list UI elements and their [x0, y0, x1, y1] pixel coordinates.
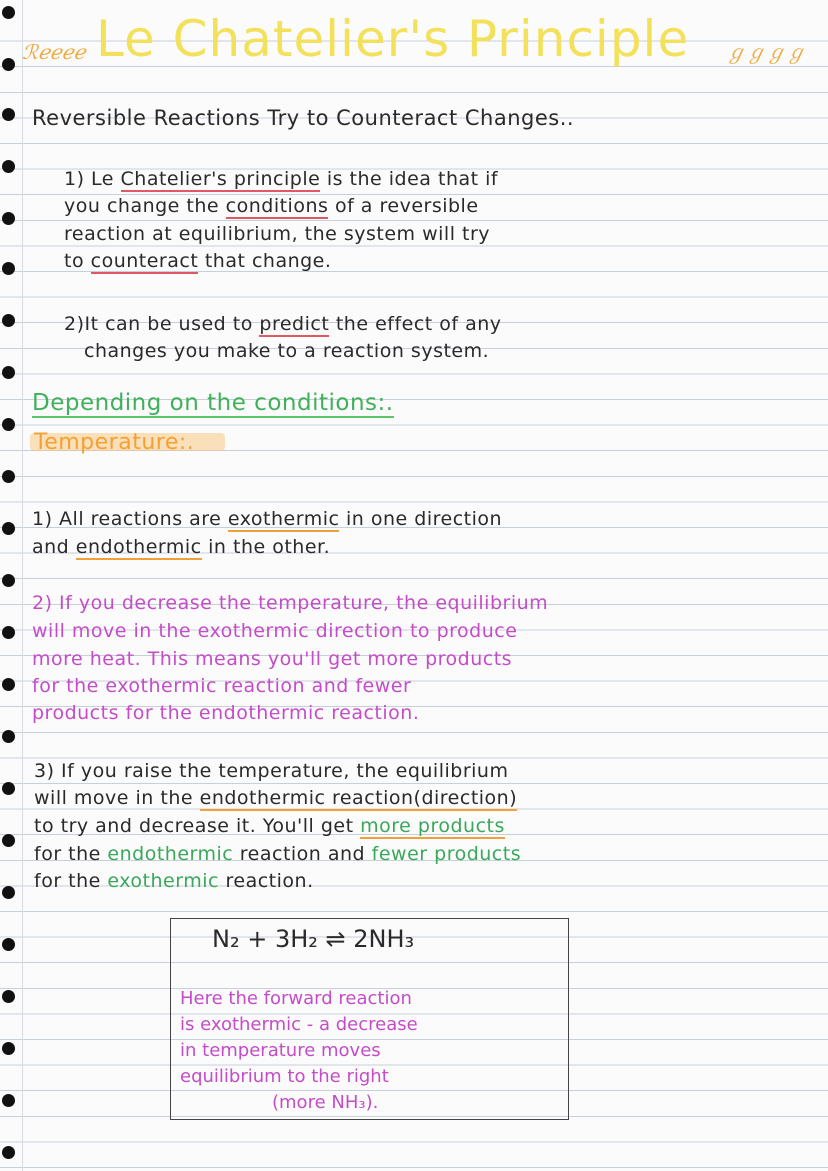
s2-line2: changes you make to a reaction system. [84, 340, 490, 362]
punch-hole [2, 990, 15, 1003]
text: to [64, 250, 85, 272]
punch-hole [2, 366, 15, 379]
punch-holes [0, 0, 20, 1171]
text: in the other. [208, 536, 331, 558]
punch-hole [2, 1146, 15, 1159]
t2-line2: will move in the exothermic direction to produce [32, 620, 518, 642]
underlined-term: exothermic [227, 508, 340, 530]
punch-hole [2, 212, 15, 225]
heading-temperature: Temperature:. [34, 430, 195, 455]
s1-line1 [64, 168, 498, 190]
underlined-term: predict [259, 313, 330, 335]
text: for the [34, 843, 101, 865]
punch-hole [2, 470, 15, 483]
punch-hole [2, 522, 15, 535]
subtitle: Reversible Reactions Try to Counteract Changes.. [32, 106, 575, 130]
punch-hole [2, 1042, 15, 1055]
t3-line5 [34, 870, 314, 892]
t3-line1: 3) If you raise the temperature, the equilibrium [34, 760, 509, 782]
text: in one direction [346, 508, 503, 530]
text: will move in the [34, 787, 194, 809]
punch-hole [2, 626, 15, 639]
t3-line3 [34, 815, 505, 837]
punch-hole [2, 938, 15, 951]
punch-hole [2, 314, 15, 327]
text: to try and decrease it. You'll get [34, 815, 354, 837]
text: of a reversible [334, 195, 479, 217]
text: reaction. [225, 870, 314, 892]
text: for the [34, 870, 101, 892]
box-line1: Here the forward reaction [180, 988, 412, 1009]
highlighted-term: fewer products [371, 843, 522, 865]
text: 1) All reactions are [32, 508, 222, 530]
text: and [32, 536, 70, 558]
highlighted-term: more products [360, 815, 505, 837]
punch-hole [2, 886, 15, 899]
underlined-term: endothermic reaction(direction) [199, 787, 518, 809]
margin-line [22, 0, 23, 1171]
t2-line5: products for the endothermic reaction. [32, 702, 420, 724]
t1-line1 [32, 508, 502, 530]
text: 1) Le [64, 168, 114, 190]
t1-line2 [32, 536, 330, 558]
t3-line4 [34, 843, 521, 865]
title-doodle-left: ℛℯℯℯℯ [22, 40, 86, 64]
punch-hole [2, 782, 15, 795]
punch-hole [2, 58, 15, 71]
text: you change the [64, 195, 220, 217]
punch-hole [2, 678, 15, 691]
s1-line3: reaction at equilibrium, the system will try [64, 223, 491, 245]
s2-line1 [64, 313, 502, 335]
text: is the idea that if [326, 168, 499, 190]
highlighted-term: endothermic [107, 843, 234, 865]
t2-line3: more heat. This means you'll get more products [32, 648, 513, 670]
punch-hole [2, 730, 15, 743]
heading-conditions: Depending on the conditions:. [32, 390, 394, 416]
box-line3: in temperature moves [180, 1040, 381, 1061]
punch-hole [2, 108, 15, 121]
box-line2: is exothermic - a decrease [180, 1014, 418, 1035]
t2-line1: 2) If you decrease the temperature, the equilibrium [32, 592, 549, 614]
t3-line2 [34, 787, 517, 809]
text: the effect of any [335, 313, 502, 335]
text: reaction and [239, 843, 366, 865]
underlined-term: counteract [90, 250, 199, 272]
punch-hole [2, 834, 15, 847]
punch-hole [2, 1094, 15, 1107]
page-title: Le Chatelier's Principle [96, 10, 690, 68]
title-doodle-right: ℊℊℊℊ [726, 40, 806, 64]
punch-hole [2, 574, 15, 587]
punch-hole [2, 418, 15, 431]
s1-line2 [64, 195, 479, 217]
equation: N₂ + 3H₂ ⇌ 2NH₃ [212, 925, 415, 953]
text: 2)It can be used to [64, 313, 253, 335]
s1-line4 [64, 250, 331, 272]
underlined-term: endothermic [75, 536, 202, 558]
punch-hole [2, 262, 15, 275]
text: that change. [204, 250, 332, 272]
underlined-term: Chatelier's principle [120, 168, 321, 190]
punch-hole [2, 6, 15, 19]
t2-line4: for the exothermic reaction and fewer [32, 675, 412, 697]
box-line4: equilibrium to the right [180, 1066, 389, 1087]
underlined-term: conditions [225, 195, 329, 217]
highlighted-term: exothermic [107, 870, 219, 892]
punch-hole [2, 160, 15, 173]
box-line5: (more NH₃). [272, 1092, 379, 1113]
